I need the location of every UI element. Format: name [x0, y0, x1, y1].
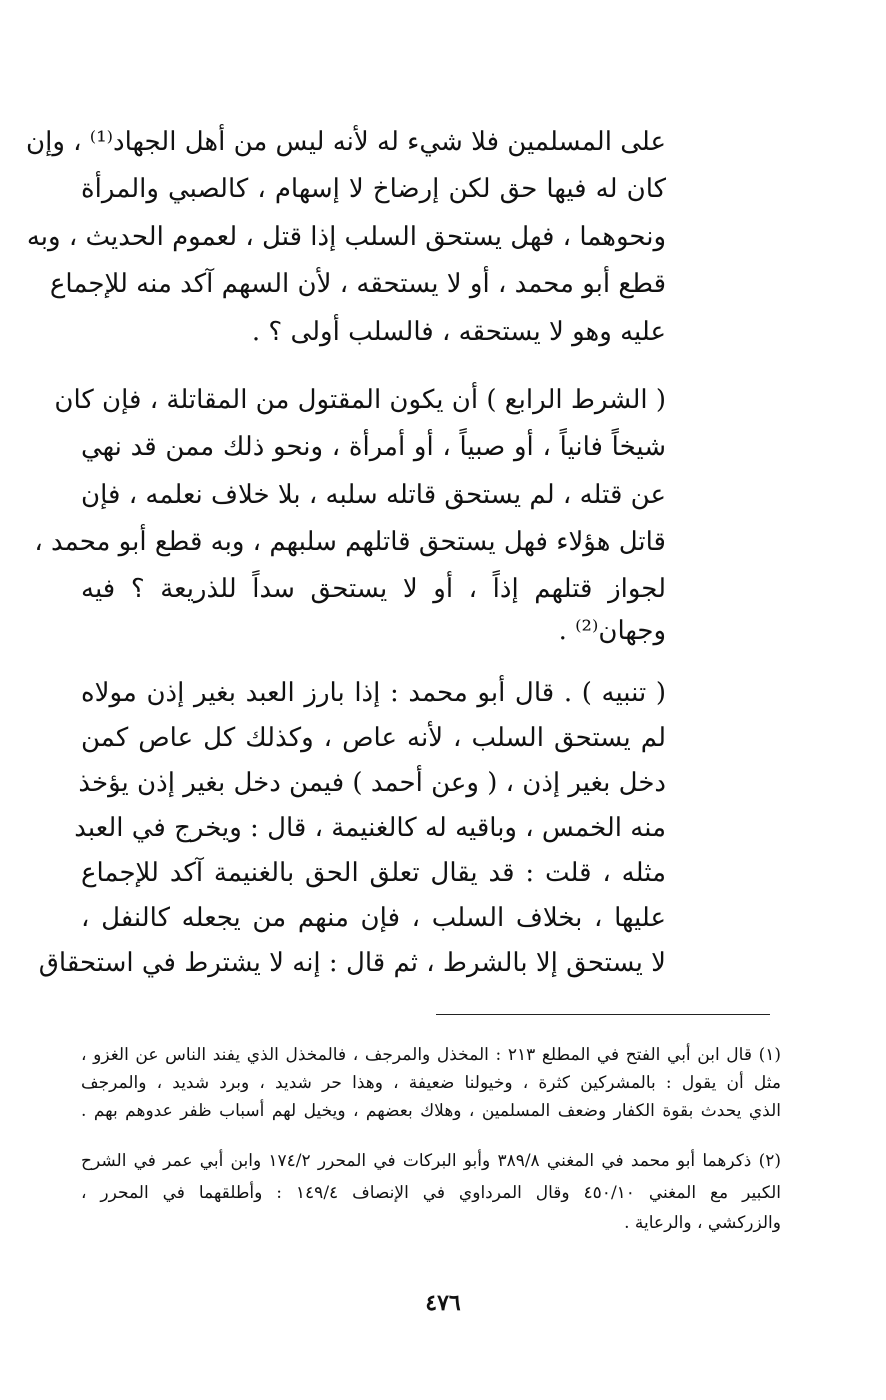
- page-number: ٤٧٦: [425, 1290, 461, 1316]
- text-line: قطع أبو محمد ، أو لا يستحقه ، لأن السهم آكد منه للإجماع: [49, 269, 666, 299]
- footnote-line: الكبير مع المغني ٤٥٠/١٠ وقال المرداوي في الإنصاف ١٤٩/٤ : وأطلقهما في المحرر ،: [81, 1183, 782, 1203]
- text-line: عن قتله ، لم يستحق قاتله سلبه ، بلا خلاف نعلمه ، فإن: [81, 480, 666, 510]
- text-line: على المسلمين فلا شيء له لأنه ليس من أهل الجهاد⁽¹⁾ ، وإن: [26, 127, 666, 157]
- text-line: مثله ، قلت : قد يقال تعلق الحق بالغنيمة آكد للإجماع: [81, 858, 666, 888]
- text-line: عليه وهو لا يستحقه ، فالسلب أولى ؟ .: [251, 317, 666, 347]
- text-line: قاتل هؤلاء فهل يستحق قاتلهم سلبهم ، وبه قطع أبو محمد ،: [34, 527, 666, 557]
- text-line: ( الشرط الرابع ) أن يكون المقتول من المقاتلة ، فإن كان: [54, 385, 666, 415]
- text-line: كان له فيها حق لكن إرضاخ لا إسهام ، كالصبي والمرأة: [81, 174, 666, 204]
- footnote-line: مثل أن يقول : بالمشركين كثرة ، وخيولنا ضعيفة ، وهذا حر شديد ، وبرد شديد ، والمرجف: [81, 1073, 781, 1093]
- footnote-line: والزركشي ، والرعاية .: [624, 1213, 781, 1233]
- text-line: لجواز قتلهم إذاً ، أو لا يستحق سداً للذريعة ؟ فيه: [81, 574, 666, 604]
- footnote-line: (١) قال ابن أبي الفتح في المطلع ٢١٣ : المخذل والمرجف ، فالمخذل الذي يفند الناس عن الغزو ،: [81, 1045, 781, 1065]
- text-line: لا يستحق إلا بالشرط ، ثم قال : إنه لا يشترط في استحقاق: [38, 948, 666, 978]
- text-line: لم يستحق السلب ، لأنه عاص ، وكذلك كل عاص كمن: [81, 723, 666, 753]
- text-line: دخل بغير إذن ، ( وعن أحمد ) فيمن دخل بغير إذن يؤخذ: [78, 768, 666, 798]
- text-line: ونحوهما ، فهل يستحق السلب إذا قتل ، لعموم الحديث ، وبه: [26, 222, 666, 252]
- text-line: ( تنبيه ) . قال أبو محمد : إذا بارز العبد بغير إذن مولاه: [81, 678, 666, 708]
- footnote-line: الذي يحدث بقوة الكفار وضعف المسلمين ، وهلاك بعضهم ، ويخيل لهم أسباب ظفر عدوهم بهم .: [81, 1101, 781, 1121]
- text-line: منه الخمس ، وباقيه له كالغنيمة ، قال : ويخرج في العبد: [74, 813, 666, 843]
- text-line: شيخاً فانياً ، أو صبياً ، أو أمرأة ، ونحو ذلك ممن قد نهي: [81, 432, 666, 462]
- text-line: وجهان⁽²⁾ .: [558, 616, 666, 646]
- text-line: عليها ، بخلاف السلب ، فإن منهم من يجعله كالنفل ،: [81, 903, 666, 933]
- footnote-line: (٢) ذكرهما أبو محمد في المغني ٣٨٩/٨ وأبو البركات في المحرر ١٧٤/٢ وابن أبي عمر في الشرح: [81, 1151, 782, 1171]
- footnote-separator: [436, 1014, 770, 1015]
